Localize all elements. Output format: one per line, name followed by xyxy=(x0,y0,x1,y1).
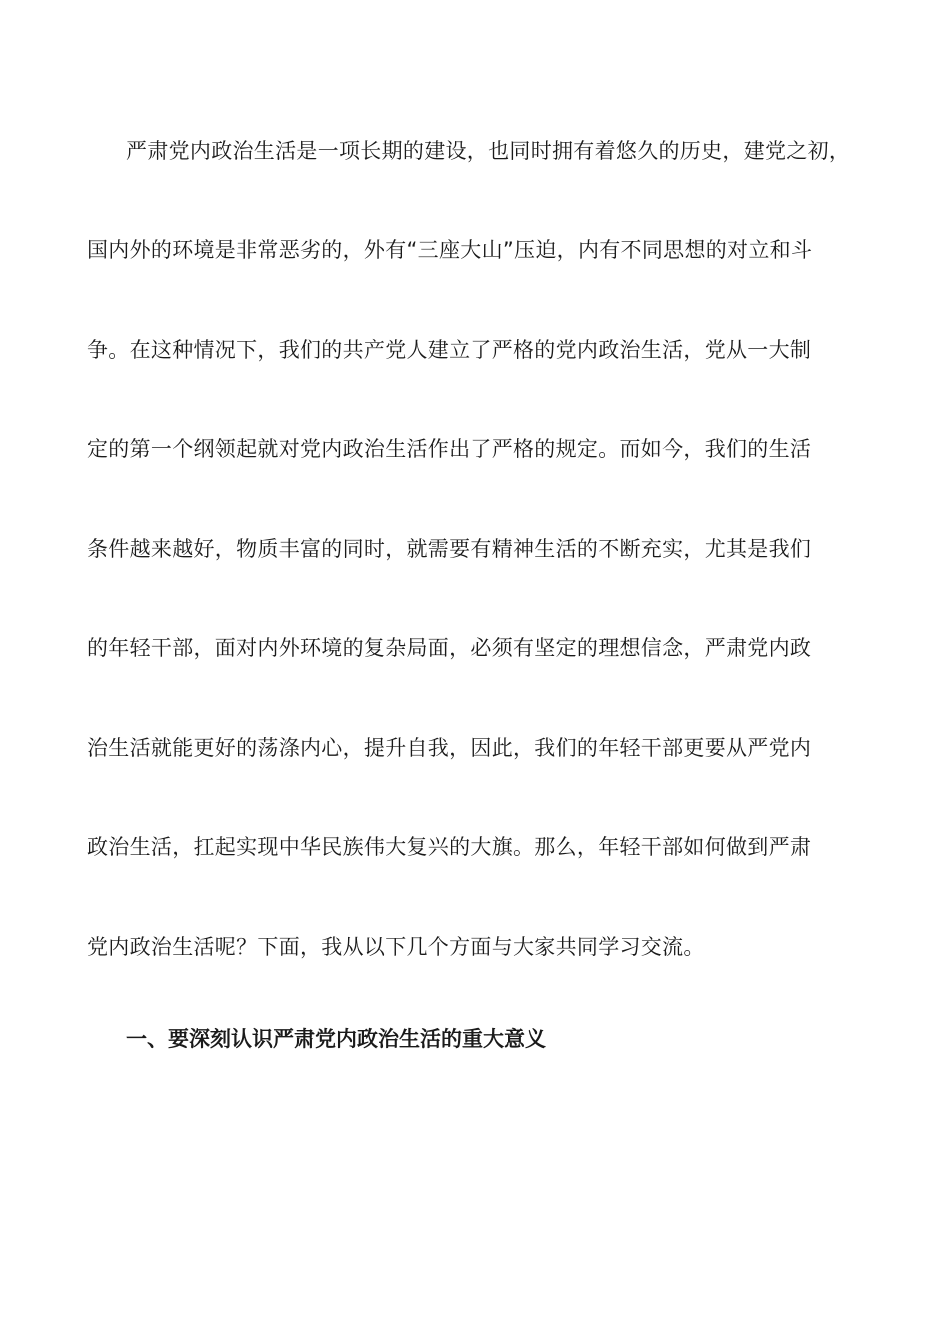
paragraph-line-6: 的年轻干部，面对内外环境的复杂局面，必须有坚定的理想信念，严肃党内政 xyxy=(87,636,812,660)
paragraph-line-8: 政治生活，扛起实现中华民族伟大复兴的大旗。那么，年轻干部如何做到严肃 xyxy=(87,835,812,859)
paragraph-line-5: 条件越来越好，物质丰富的同时，就需要有精神生活的不断充实，尤其是我们 xyxy=(87,537,812,561)
paragraph-line-1: 严肃党内政治生活是一项长期的建设，也同时拥有着悠久的历史，建党之初， xyxy=(126,139,851,163)
paragraph-line-4: 定的第一个纲领起就对党内政治生活作出了严格的规定。而如今，我们的生活 xyxy=(87,437,812,461)
paragraph-line-2: 国内外的环境是非常恶劣的，外有“三座大山”压迫，内有不同思想的对立和斗 xyxy=(87,238,813,262)
paragraph-line-9: 党内政治生活呢？下面，我从以下几个方面与大家共同学习交流。 xyxy=(87,935,705,959)
paragraph-line-3: 争。在这种情况下，我们的共产党人建立了严格的党内政治生活，党从一大制 xyxy=(87,338,812,362)
section-heading: 一、要深刻认识严肃党内政治生活的重大意义 xyxy=(126,1027,546,1051)
paragraph-line-7: 治生活就能更好的荡涤内心，提升自我，因此，我们的年轻干部更要从严党内 xyxy=(87,736,812,760)
